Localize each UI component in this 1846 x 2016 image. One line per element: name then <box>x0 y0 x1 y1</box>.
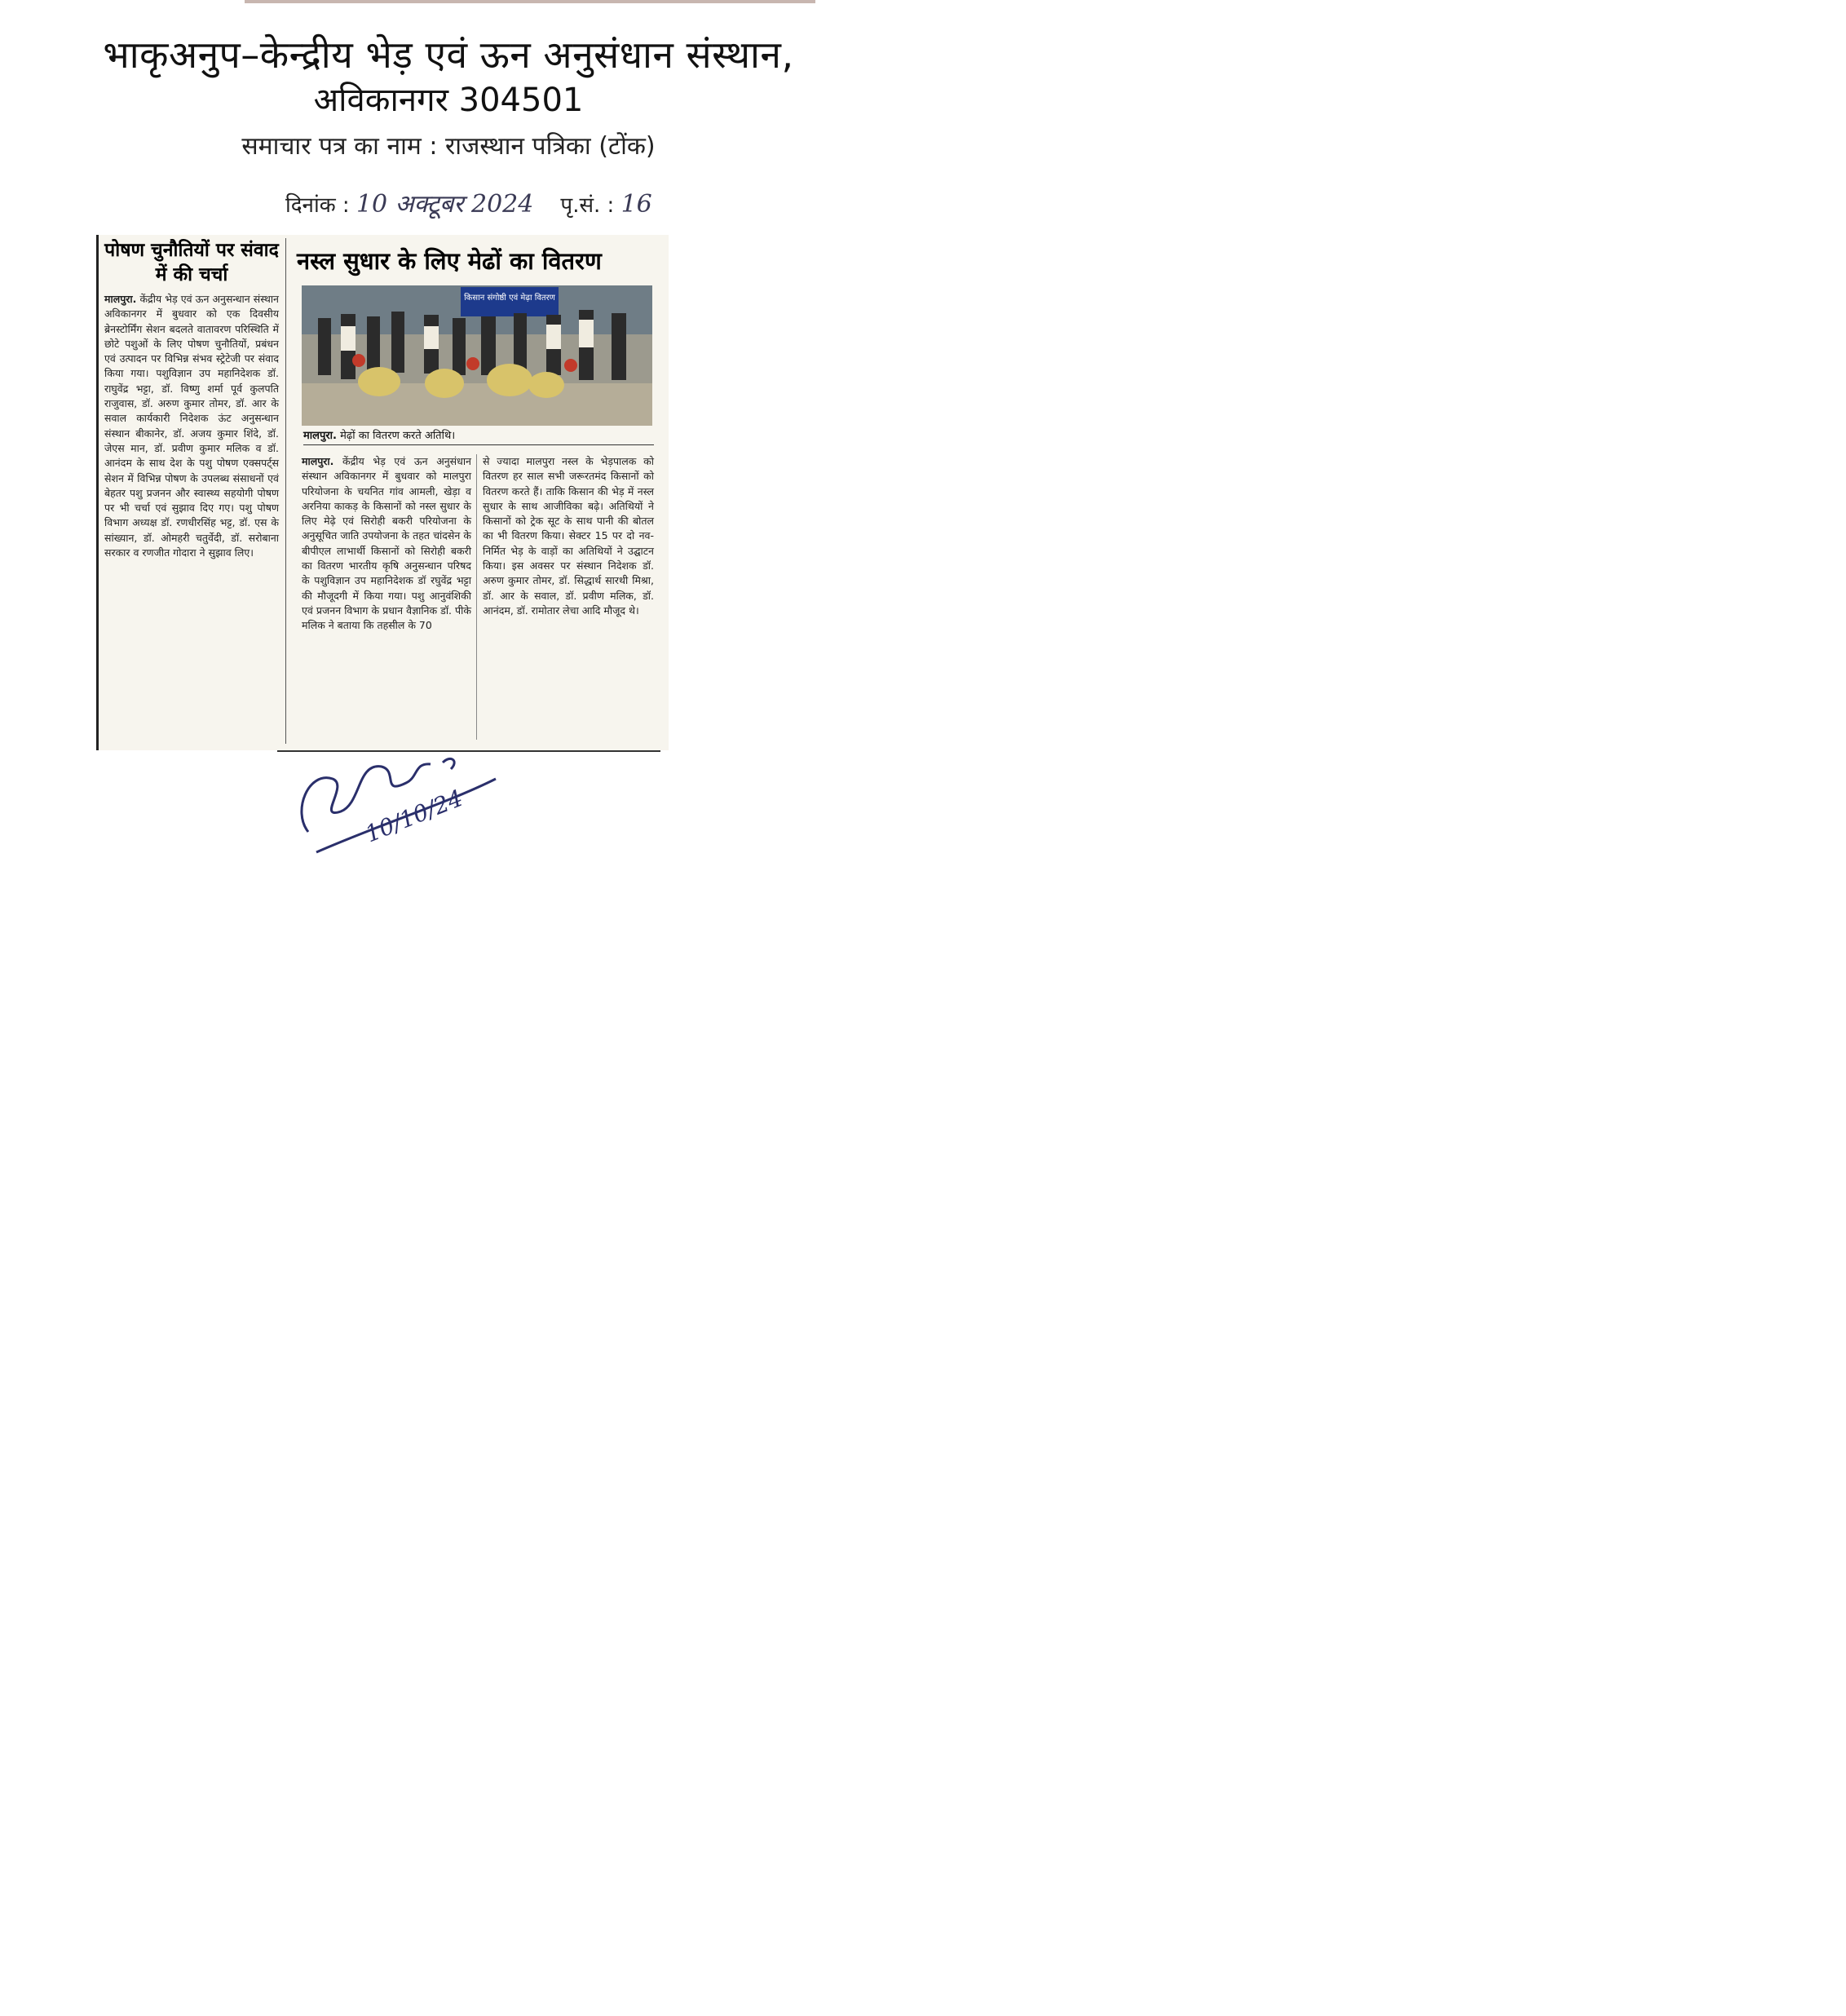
article-ram-text-1: केंद्रीय भेड़ एवं ऊन अनुसंधान संस्थान अविकानगर में बुधवार को मालपुरा परियोजना के चयनित गांव आमली, खेड़ा व अरनिया काकड़ के किसानों को नस्ल सुधार के लिए मेढ़े एवं सिरोही बकरी परियोजना के अनुसूचित जाति उपयोजना के तहत चांदसेन के बीपीएल लाभार्थी किसानों को सिरोही बकरी का वितरण भारतीय कृषि अनुसन्धान परिषद के पशुविज्ञान उप महानिदेशक डॉ रघुवेंद्र भट्टा की मौजूदगी में किया गया। पशु आनुवंशिकी एवं प्रजनन विभाग के प्रधान वैज्ञानिक डॉ. पीके मलिक ने बताया कि तहसील के 70 <box>302 455 471 632</box>
photo-caption <box>303 427 654 445</box>
top-edge-rule <box>245 0 815 3</box>
news-photo <box>302 285 652 426</box>
article-nutrition <box>104 238 279 560</box>
article-ram-column-1 <box>302 454 471 634</box>
article-nutrition-body <box>104 292 279 560</box>
column-divider-2 <box>476 454 477 740</box>
institute-location: अविकानगर 304501 <box>313 82 584 119</box>
column-divider <box>285 238 286 744</box>
article-nutrition-text: केंद्रीय भेड़ एवं ऊन अनुसन्धान संस्थान अविकानगर में बुधवार को एक दिवसीय ब्रेनस्टोर्मिंग सेशन बदलते वातावरण परिस्थिति में छोटे पशुओं के लिए पोषण चुनौतियों, प्रबंधन एवं उत्पादन पर विभिन्न संभव स्ट्रेटेजी पर संवाद किया गया। पशुविज्ञान उप महानिदेशक डॉ. राघुवेंद्र भट्टा, डॉ. विष्णु शर्मा पूर्व कुलपति राजुवास, डॉ. अरुण कुमार तोमर, डॉ. आर के सवाल कार्यकारी निदेशक ऊंट अनुसन्धान संस्थान बीकानेर, डॉ. अजय कुमार शिंदे, डॉ. जेएस मान, डॉ. प्रवीण कुमार मलिक व डॉ. आनंदम के साथ देश के पशु पोषण एक्सपर्ट्स सेशन में विभिन्न पोषण के उपलब्ध संसाधनों एवं बेहतर पशु प्रजनन और स्वास्थ्य सहयोगी पोषण पर भी चर्चा एवं सुझाव दिए गए। पशु पोषण विभाग अध्यक्ष डॉ. रणधीरसिंह भट्ट, डॉ. एस के सांख्यान, डॉ. ओमहरी चतुर्वेदी, डॉ. सरोबाना सरकार व रणजीत गोदारा ने सुझाव लिए। <box>104 293 279 559</box>
handwritten-signature <box>284 746 512 860</box>
institute-name: भाकृअनुप–केन्द्रीय भेड़ एवं ऊन अनुसंधान संस्थान, <box>103 33 794 77</box>
article-ram-column-2 <box>483 454 654 618</box>
news-photo-scene <box>302 285 652 426</box>
dateline-place-2: मालपुरा. <box>302 455 334 467</box>
article-ram-body-2: से ज्यादा मालपुरा नस्ल के भेड़पालक को वितरण हर साल सभी जरूरतमंद किसानों को वितरण करते हैं। ताकि किसान की भेड़ में नस्ल सुधार के साथ आजीविका बढ़े। अतिथियों ने किसानों को ट्रेक सूट के साथ पानी की बोतल का भी वितरण किया। सेक्टर 15 पर दो नव-निर्मित भेड़ के वाड़ों का अतिथियों ने उद्घाटन किया। इस अवसर पर संस्थान निदेशक डॉ. अरुण कुमार तोमर, डॉ. सिद्धार्थ सारथी मिश्रा, डॉ. आर के सवाल, डॉ. प्रवीण मलिक, डॉ. आनंदम, डॉ. रामोतार लेचा आदि मौजूद थे। <box>483 455 654 617</box>
dateline-place: मालपुरा. <box>104 293 137 305</box>
signature-date: 10/10/24 <box>361 784 467 848</box>
date-handwritten: 10 अक्टूबर 2024 <box>356 190 534 219</box>
date-label: दिनांक : <box>285 193 350 218</box>
article-ram-distribution-headline: नस्ल सुधार के लिए मेढों का वितरण <box>297 247 602 275</box>
page-label: पृ.सं. : <box>560 193 615 218</box>
caption-place: मालपुरा. <box>303 430 337 442</box>
page-handwritten: 16 <box>620 190 652 219</box>
article-nutrition-headline: पोषण चुनौतियों पर संवाद में की चर्चा <box>104 240 279 285</box>
photo-banner-text: किसान संगोष्ठी एवं मेढ़ा वितरण <box>464 294 555 303</box>
article-ram-body-1 <box>302 454 471 634</box>
caption-text: मेढ़ों का वितरण करते अतिथि। <box>340 430 456 442</box>
document-header <box>82 31 815 219</box>
newspaper-name: समाचार पत्र का नाम : राजस्थान पत्रिका (टोंक) <box>241 132 656 161</box>
signature-scribble <box>284 746 512 860</box>
date-page-line <box>285 186 652 219</box>
clipping-left-edge <box>96 235 99 750</box>
